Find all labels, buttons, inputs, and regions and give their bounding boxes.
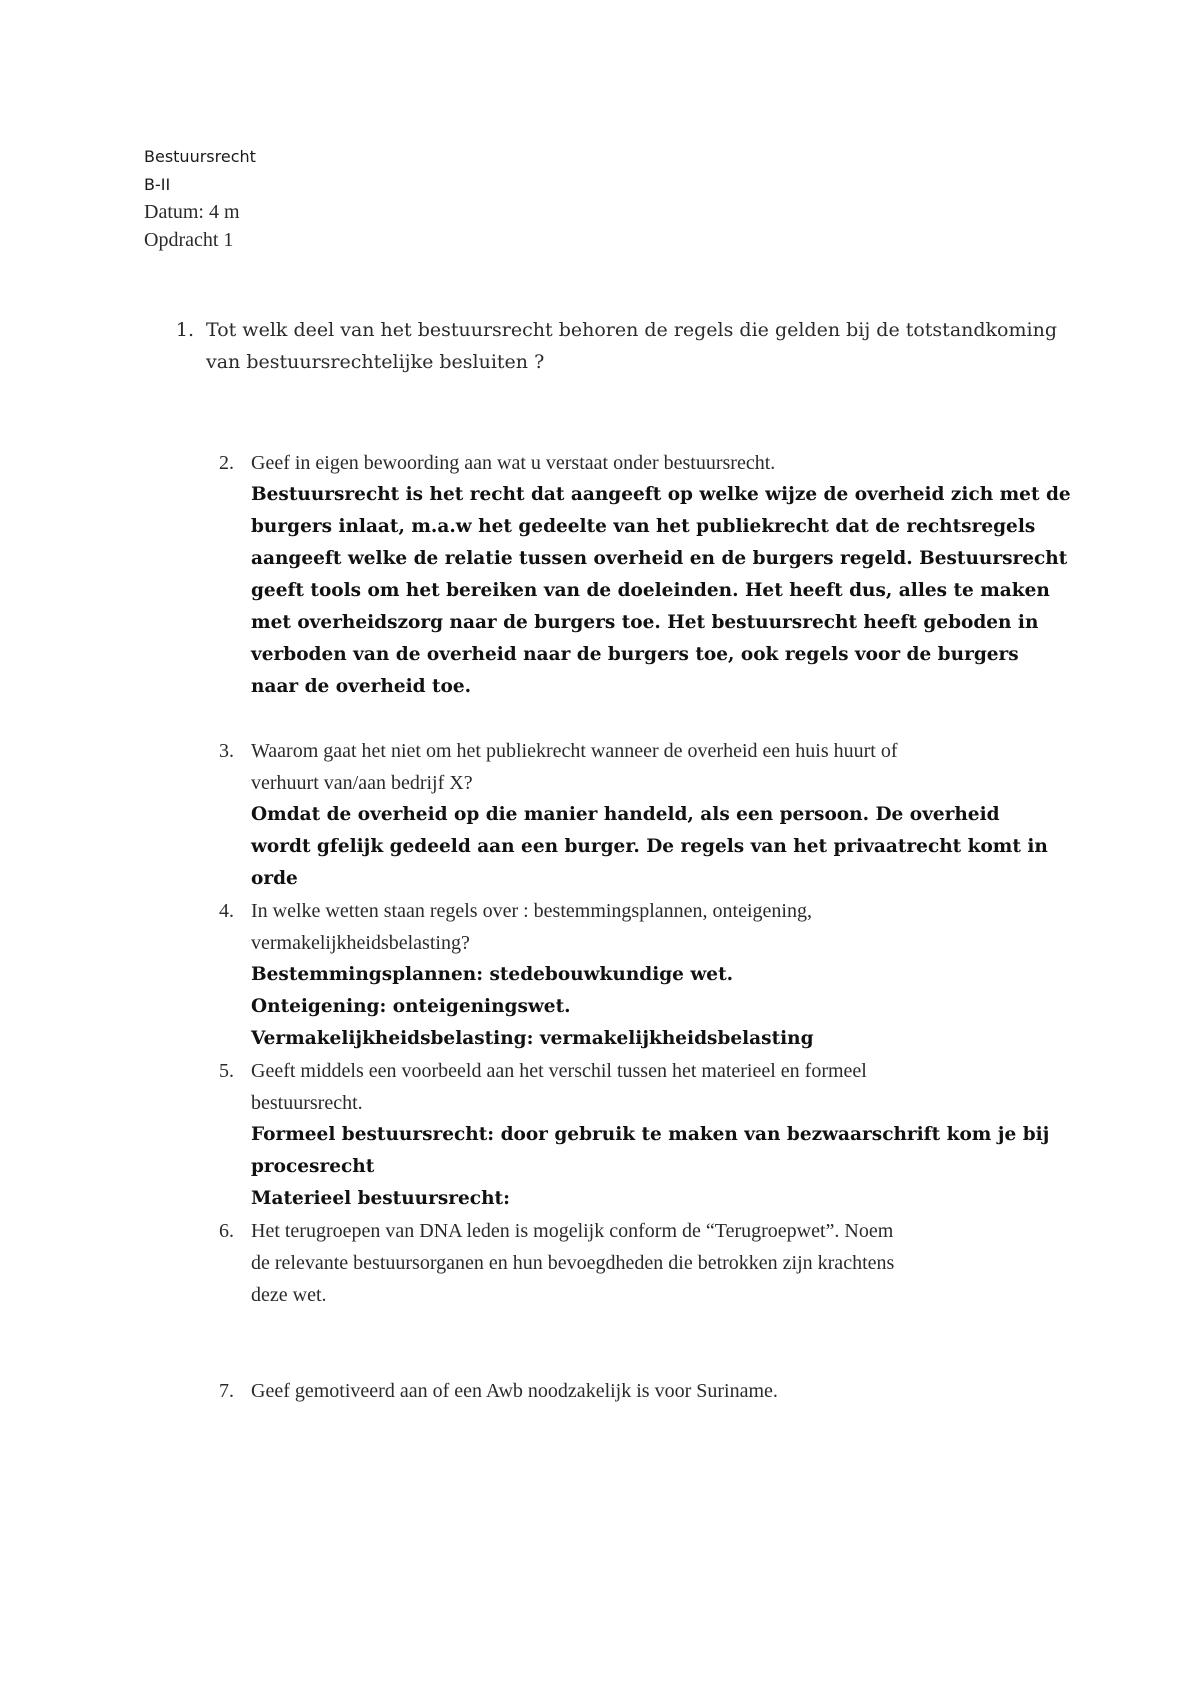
question-number-6: 6. <box>219 1220 234 1242</box>
answer-text-line: verboden van de overheid naar de burgers toe, ook regels voor de burgers <box>251 644 1019 665</box>
question-text-line: van bestuursrechtelijke besluiten ? <box>206 351 545 373</box>
answer-text-line: geeft tools om het bereiken van de doeleinden. Het heeft dus, alles te maken <box>251 580 1050 601</box>
question-text-line: Geef in eigen bewoording aan wat u verstaat onder bestuursrecht. <box>251 452 776 474</box>
question-7 <box>251 1375 1101 1407</box>
question-text-line: Tot welk deel van het bestuursrecht behoren de regels die gelden bij de totstandkoming <box>206 319 1057 341</box>
question-number-5: 5. <box>219 1060 234 1082</box>
question-text-line: verhuurt van/aan bedrijf X? <box>251 772 473 794</box>
question-text-line: Geeft middels een voorbeeld aan het verschil tussen het materieel en formeel <box>251 1060 867 1082</box>
question-text-line: In welke wetten staan regels over : bestemmingsplannen, onteigening, <box>251 900 812 922</box>
answer-text-line: Bestemmingsplannen: stedebouwkundige wet. <box>251 964 734 985</box>
question-4 <box>251 895 1101 1055</box>
question-text-line: Het terugroepen van DNA leden is mogelijk conform de “Terugroepwet”. Noem <box>251 1220 894 1242</box>
answer-text-line: Formeel bestuursrecht: door gebruik te maken van bezwaarschrift kom je bij <box>251 1124 1050 1145</box>
question-5 <box>251 1055 1101 1215</box>
answer-text-line: naar de overheid toe. <box>251 676 472 697</box>
answer-text-line: orde <box>251 868 298 889</box>
question-6 <box>251 1215 1101 1311</box>
question-text-line: deze wet. <box>251 1284 327 1306</box>
answer-text-line: Omdat de overheid op die manier handeld, als een persoon. De overheid <box>251 804 1000 825</box>
answer-text-line: Vermakelijkheidsbelasting: vermakelijkheidsbelasting <box>251 1028 814 1049</box>
question-2 <box>251 447 1101 703</box>
question-3 <box>251 735 1101 895</box>
class-label: B-II <box>144 175 171 194</box>
question-text-line: bestuursrecht. <box>251 1092 363 1114</box>
date-line: Datum: 4 m <box>144 201 240 223</box>
question-number-2: 2. <box>219 452 234 474</box>
answer-text-line: wordt gfelijk gedeeld aan een burger. De regels van het privaatrecht komt in <box>251 836 1048 857</box>
answer-text-line: burgers inlaat, m.a.w het gedeelte van het publiekrecht dat de rechtsregels <box>251 516 1036 537</box>
question-text-line: de relevante bestuursorganen en hun bevoegdheden die betrokken zijn krachtens <box>251 1252 895 1274</box>
assignment-title: Opdracht 1 <box>144 229 234 251</box>
course-title: Bestuursrecht <box>144 147 256 166</box>
question-number-3: 3. <box>219 740 234 762</box>
question-text-line: vermakelijkheidsbelasting? <box>251 932 470 954</box>
answer-text-line: aangeeft welke de relatie tussen overheid en de burgers regeld. Bestuursrecht <box>251 548 1068 569</box>
question-text-line: Waarom gaat het niet om het publiekrecht wanneer de overheid een huis huurt of <box>251 740 898 762</box>
question-text-line: Geef gemotiveerd aan of een Awb noodzakelijk is voor Suriname. <box>251 1380 778 1402</box>
answer-text-line: procesrecht <box>251 1156 375 1177</box>
answer-text-line: Materieel bestuursrecht: <box>251 1188 510 1209</box>
answer-text-line: Onteigening: onteigeningswet. <box>251 996 571 1017</box>
question-number-4: 4. <box>219 900 234 922</box>
question-1 <box>206 314 1056 378</box>
answer-text-line: Bestuursrecht is het recht dat aangeeft op welke wijze de overheid zich met de <box>251 484 1071 505</box>
question-number-1: 1. <box>175 319 194 341</box>
question-number-7: 7. <box>219 1380 234 1402</box>
answer-text-line: met overheidszorg naar de burgers toe. Het bestuursrecht heeft geboden in <box>251 612 1039 633</box>
